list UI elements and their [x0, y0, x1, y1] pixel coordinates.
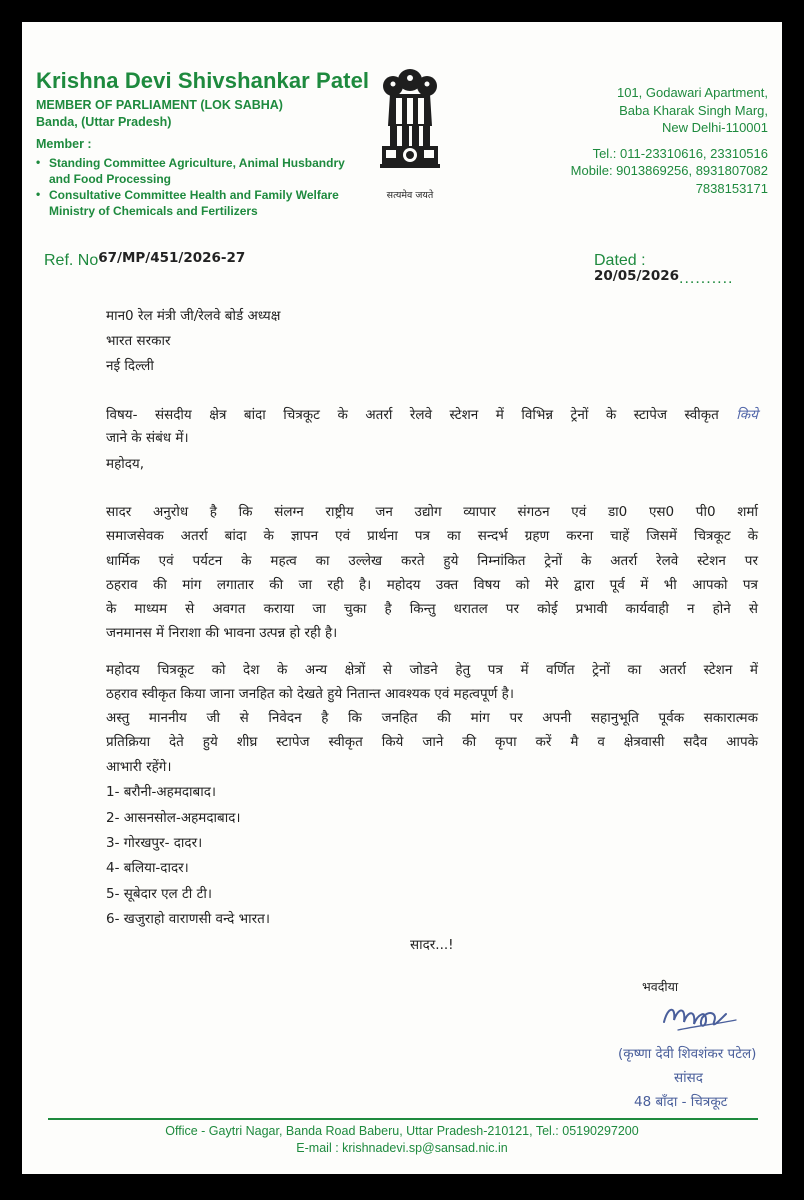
national-emblem-logo: [366, 64, 454, 209]
subject-handwritten: किये: [736, 407, 758, 423]
train-item-1: 1- बरौनी-अहमदाबाद।: [106, 784, 217, 800]
train-item-6: 6- खजुराहो वाराणसी वन्दे भारत।: [106, 911, 270, 927]
signatory-title: सांसद: [674, 1070, 703, 1086]
committee-item-2: • Consultative Committee Health and Family Welfare Ministry of Chemicals and Fertilizers: [36, 187, 339, 218]
addressee-block: [106, 304, 280, 379]
closing-bhavdiya: भवदीया: [642, 979, 679, 994]
salutation: महोदय,: [106, 456, 145, 472]
footer-office: Office - Gaytri Nagar, Banda Road Baberu, Uttar Pradesh-210121, Tel.: 05190297200: [165, 1124, 639, 1138]
mp-name: Krishna Devi Shivshankar Patel: [36, 68, 370, 93]
date-value: 20/05/2026: [594, 268, 680, 284]
mobile: Mobile: 9013869256, 8931807082: [570, 163, 768, 178]
telephone: Tel.: 011-23310616, 23310516: [592, 145, 768, 161]
ref-no-row: [44, 252, 245, 270]
mp-designation: MEMBER OF PARLIAMENT (LOK SABHA): [36, 98, 283, 112]
subject-block: [106, 404, 758, 450]
delhi-address: 101, Godawari Apartment, Baba Kharak Singh Marg, New Delhi-110001 Tel.: 011-23310616, 23310516 Mobile: 9013869256, 8931807082 7838153171: [570, 85, 768, 196]
train-item-3: 3- गोरखपुर- दादर।: [106, 835, 203, 851]
signatory-name: (कृष्णा देवी शिवशंकर पटेल): [618, 1046, 757, 1062]
dated-label: Dated :: [594, 252, 646, 269]
addressee-line-1: मान0 रेल मंत्री जी/रेलवे बोर्ड अध्यक्ष: [106, 308, 281, 324]
train-item-5: 5- सूबेदार एल टी टी।: [106, 886, 212, 902]
dated-row: Dated : 20/05/2026..........: [594, 252, 734, 287]
addressee-line-3: नई दिल्ली: [106, 358, 154, 374]
paragraph-2: महोदय चित्रकूट को देश के अन्य क्षेत्रों से जोडने हेतु पत्र में वर्णित ट्रेनों का अतर्रा स्टेशन में ठहराव स्वीकृत किया जाना जनहित को देखते हुये नितान्त आवश्यक एवं महत्वपूर्ण है।: [106, 662, 758, 703]
train-item-4: 4- बलिया-दादर।: [106, 860, 189, 876]
member-heading: Member :: [36, 137, 92, 151]
ref-label: Ref. No: [44, 252, 99, 269]
footer-email: E-mail : krishnadevi.sp@sansad.nic.in: [296, 1141, 508, 1155]
committee-item-1: • Standing Committee Agriculture, Animal Husbandry and Food Processing: [36, 155, 345, 186]
subject-line-1: विषय- संसदीय क्षेत्र बांदा चित्रकूट के अतर्रा रेलवे स्टेशन में विभिन्न ट्रेनों के स्टापेज स्वीकृत: [106, 407, 719, 423]
train-item-2: 2- आसनसोल-अहमदाबाद।: [106, 810, 241, 826]
ref-number: 67/MP/451/2026-27: [98, 250, 246, 266]
addressee-line-2: भारत सरकार: [106, 333, 171, 349]
signatory-constituency: 48 बाँदा - चित्रकूट: [634, 1094, 728, 1110]
letter-page: [22, 22, 782, 1174]
emblem-motto: सत्यमेव जयते: [386, 190, 434, 201]
paragraph-1: सादर अनुरोध है कि संलग्न राष्ट्रीय जन उद्योग व्यापार संगठन एवं डा0 एस0 पी0 शर्मा समाजसेवक अतर्रा बांदा के ज्ञापन एवं प्रार्थना पत्र का सन्दर्भ ग्रहण करना चाहें जिसमें चित्रकूट के धार्मिक एवं पर्यटन के महत्व का उल्लेख करते हुये निम्नांकित ट्रेनों के अतर्रा रेलवे स्टेशन पर ठहराव की मांग लगातार की जा रही है। महोदय उक्त विषय को मेरे द्वारा पूर्व में भी आपको पत्र के माध्यम से अवगत कराया जा चुका है किन्तु धरातल पर कोई प्रभावी कार्यवाही न होने से जनमानस में निराशा की भावना उत्पन्न हो रही है।: [106, 504, 758, 642]
footer-rule: [48, 1118, 758, 1120]
mp-constituency: Banda, (Uttar Pradesh): [36, 115, 172, 129]
subject-line-2: जाने के संबंध में।: [106, 430, 189, 446]
paragraph-3: अस्तु माननीय जी से निवेदन है कि जनहित की मांग पर अपनी सहानुभूति पूर्वक सकारात्मक प्रतिक्रिया देते हुये शीघ्र स्टापेज स्वीकृत किये जाने की कृपा करें मै व क्षेत्रवासी सदैव आपके आभारी रहेंगे।: [106, 710, 758, 775]
handwritten-signature: [656, 992, 746, 1036]
closing-saadar: सादर...!: [410, 937, 454, 953]
